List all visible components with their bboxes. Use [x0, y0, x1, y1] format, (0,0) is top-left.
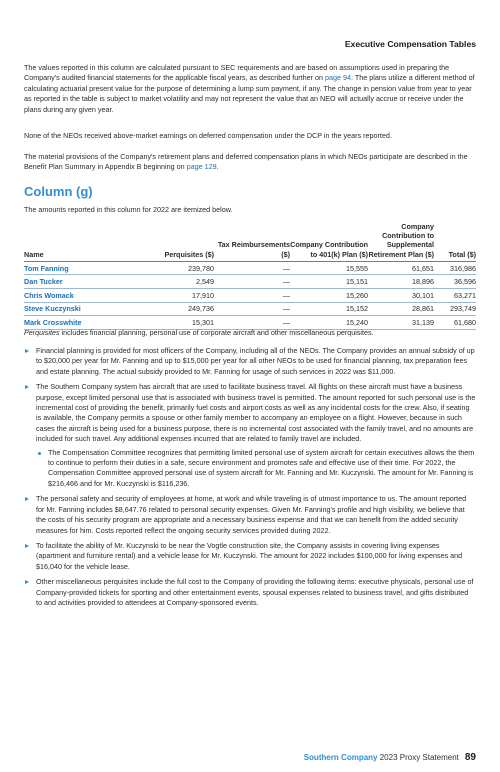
page-footer	[304, 752, 476, 763]
page-header-title: Executive Compensation Tables	[344, 39, 476, 49]
section-subtitle: The amounts reported in this column for 2022 are itemized below.	[24, 205, 233, 214]
table-row	[24, 261, 476, 275]
table-row	[24, 302, 476, 316]
bullet-text: The personal safety and security of employees at home, at work and while traveling is of utmost importance to us. The amount reported for Mr. Fanning includes $8,647.76 related to personal security expenses. Given Mr. Fanning's profile and high visibility, we believe that the costs of his security program are appropriate and a necessary business expense and that we can benefit from the added security measures for him. Costs reported reflect the ongoing security services provided during 2022.	[36, 494, 467, 535]
pension-value-paragraph	[24, 63, 476, 115]
column-header-401k: Company Contribution to 401(k) Plan ($)	[290, 222, 368, 261]
column-header-name: Name	[24, 222, 156, 261]
cell-tax: —	[214, 289, 290, 303]
cell-total: 293,749	[434, 302, 476, 316]
paragraph-text: . The plans utilize a different method of calculating actuarial present value for the purpose of determining a lump sum payment, if any. The change in pension value from year to year as reported in the table is subject to market volatility and may not represent the value that an NEO will actually accrue or receive under the plans during any given year.	[24, 73, 475, 114]
cell-total: 61,680	[434, 316, 476, 330]
cell-total: 63,271	[434, 289, 476, 303]
cell-supplemental: 61,651	[368, 261, 434, 275]
perquisites-term: Perquisites	[24, 328, 60, 337]
row-name: Mark Crosswhite	[24, 316, 156, 330]
bullet-arrow-icon	[25, 544, 29, 548]
table-row	[24, 275, 476, 289]
cell-401k: 15,555	[290, 261, 368, 275]
cell-supplemental: 18,896	[368, 275, 434, 289]
paragraph-text: The values reported in this column are calculated pursuant to SEC requirements and are based on assumptions used in preparing the Company's audited financial statements for the applicable fiscal years, as described further on	[24, 63, 450, 83]
list-item	[24, 541, 476, 572]
bullet-arrow-icon	[25, 580, 29, 584]
list-item	[24, 346, 476, 377]
column-header-tax-reimbursements: Tax Reimbursements ($)	[214, 222, 290, 261]
footer-brand: Southern Company	[303, 753, 378, 762]
bullet-text: To facilitate the ability of Mr. Kuczynski to be near the Vogtle construction site, the Company assists in covering living expenses (apartment and furniture rental) and a vehicle lease for Mr. Kuczynski. The amount for 2022 includes $100,000 for living expenses and $16,040 for the vehicle lease.	[36, 540, 463, 571]
sub-bullet-list	[36, 448, 476, 490]
cell-tax: —	[214, 275, 290, 289]
cell-401k: 15,151	[290, 275, 368, 289]
caption-text: includes financial planning, personal use of corporate aircraft and other miscellaneous perquisites.	[59, 328, 374, 337]
cell-perquisites: 249,736	[156, 302, 214, 316]
paragraph-text: The material provisions of the Company's retirement plans and deferred compensation plans in which NEOs participate are described in the Benefit Plan Summary in Appendix B beginning on	[24, 152, 468, 172]
cell-total: 36,596	[434, 275, 476, 289]
column-header-total: Total ($)	[434, 222, 476, 261]
row-name: Dan Tucker	[24, 275, 156, 289]
perquisites-caption	[24, 328, 374, 337]
cell-tax: —	[214, 302, 290, 316]
sub-bullet-text: The Compensation Committee recognizes that permitting limited personal use of system aircraft for certain executives allows the them to continue to perform their duties in a safe, secure environment and promotes safe and effective use of their time. For 2022, the Compensation Committee approved personal use of system aircraft for Mr. Fanning and Mr. Kuczynski. The amount for Mr. Fanning is $216,466 and for Mr. Kuczynski is $116,236.	[48, 447, 475, 488]
all-other-compensation-table	[24, 222, 476, 330]
column-header-supplemental: Company Contribution to Supplemental Retirement Plan ($)	[368, 222, 434, 261]
retirement-plans-paragraph	[24, 152, 476, 173]
cell-tax: —	[214, 316, 290, 330]
row-name: Steve Kuczynski	[24, 302, 156, 316]
column-header-perquisites: Perquisites ($)	[156, 222, 214, 261]
list-item	[24, 382, 476, 489]
table-row	[24, 289, 476, 303]
row-name: Tom Fanning	[24, 261, 156, 275]
list-item	[24, 494, 476, 536]
perquisites-bullet-list	[24, 346, 476, 613]
row-name: Chris Womack	[24, 289, 156, 303]
bullet-arrow-icon	[25, 497, 29, 501]
page-94-link[interactable]: page 94	[325, 73, 351, 83]
paragraph-text: .	[216, 162, 219, 172]
footer-document-title: 2023 Proxy Statement	[379, 753, 459, 762]
page-number: 89	[464, 752, 476, 763]
cell-perquisites: 15,301	[156, 316, 214, 330]
cell-perquisites: 17,910	[156, 289, 214, 303]
bullet-text: Financial planning is provided for most officers of the Company, including all of the NEOs. The Company provides an annual subsidy of up to $20,000 per year for Mr. Fanning and up to $15,000 per year for all other NEOs to be used for financial planning, tax preparation fees and estate planning. The actual subsidy provided to Mr. Fanning for usage of such services in 2022 was $11,000.	[36, 346, 475, 376]
bullet-arrow-icon	[25, 349, 29, 353]
cell-401k: 15,152	[290, 302, 368, 316]
bullet-text: Other miscellaneous perquisites include the full cost to the Company of providing the following items: executive physicals, personal use of Company-provided tickets for sporting and other entertainment events, spousal expenses related to business travel, and gifts distributed to and activities provided to attendees at Company-sponsored events.	[36, 577, 474, 607]
cell-tax: —	[214, 261, 290, 275]
page-129-link[interactable]: page 129	[186, 162, 217, 172]
sub-list-item	[36, 448, 476, 490]
cell-supplemental: 30,101	[368, 289, 434, 303]
deferred-comp-paragraph: None of the NEOs received above-market earnings on deferred compensation under the DCP in the years reported.	[24, 131, 392, 140]
cell-supplemental: 28,861	[368, 302, 434, 316]
table-header-row	[24, 222, 476, 261]
cell-401k: 15,260	[290, 289, 368, 303]
bullet-text: The Southern Company system has aircraft that are used to facilitate business travel. All flights on these aircraft must have a business purpose, except limited personal use that is associated with business travel is permitted. The amount reported for such personal use is the incremental cost of providing the benefit, primarily fuel costs and airport costs as well as any incidental costs for the crew. Also, if seating is available, the Company permits a spouse or other family member to accompany an employee on a flight. However, because in such cases the aircraft is being used for a business purpose, there is no incremental cost associated with the family travel, and no amounts are included for such travel. Any additional expenses incurred that are related to family travel are included.	[36, 382, 476, 444]
list-item	[24, 577, 476, 608]
cell-perquisites: 239,780	[156, 261, 214, 275]
cell-total: 316,986	[434, 261, 476, 275]
bullet-arrow-icon	[25, 385, 29, 389]
cell-supplemental: 31,139	[368, 316, 434, 330]
bullet-dot-icon	[38, 452, 41, 455]
cell-401k: 15,240	[290, 316, 368, 330]
section-title: Column (g)	[24, 184, 93, 199]
cell-perquisites: 2,549	[156, 275, 214, 289]
